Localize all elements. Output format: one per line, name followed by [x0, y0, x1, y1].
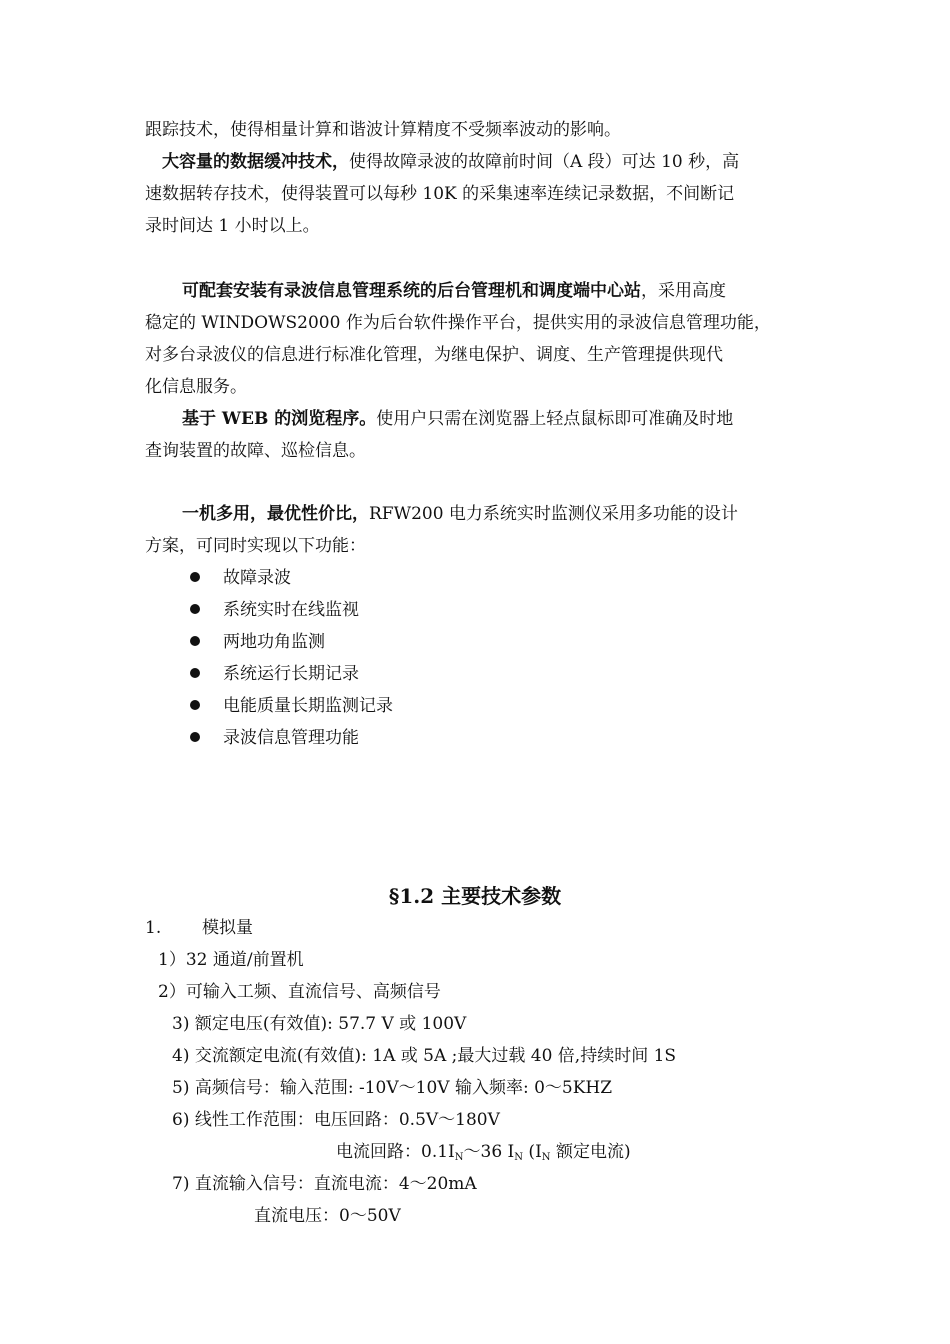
list-item-label: 录波信息管理功能	[223, 728, 359, 748]
list-item	[190, 664, 359, 684]
multi-line1-rest: RFW200 电力系统实时监测仪采用多功能的设计	[369, 504, 738, 524]
current-loop-sub1: N	[454, 1152, 464, 1163]
multi-bold-lead: 一机多用，最优性价比，	[182, 504, 369, 524]
bullet-icon	[190, 604, 200, 614]
list-item-label: 故障录波	[223, 568, 291, 588]
current-loop-part-b: ～36 I	[463, 1142, 515, 1162]
current-loop-part-d: 额定电流)	[550, 1142, 631, 1162]
bullet-icon	[190, 668, 200, 678]
multi-para-line1	[182, 504, 738, 524]
bullet-icon	[190, 572, 200, 582]
list-item	[190, 696, 393, 716]
current-loop-sub2: N	[514, 1152, 524, 1163]
list-item-label: 系统实时在线监视	[223, 600, 359, 620]
multi-para-line2: 方案，可同时实现以下功能：	[145, 536, 366, 556]
spec-hf-signal: 5) 高频信号：输入范围: -10V～10V 输入频率: 0～5KHZ	[172, 1078, 613, 1098]
list-item	[190, 728, 359, 748]
list-item-label: 两地功角监测	[223, 632, 325, 652]
list-item-label: 电能质量长期监测记录	[223, 696, 393, 716]
list-item	[190, 600, 359, 620]
spec-inputs: 2）可输入工频、直流信号、高频信号	[158, 982, 441, 1002]
buffer-para-line1	[162, 152, 739, 172]
item1-number: 1.	[145, 918, 162, 938]
bullet-icon	[190, 700, 200, 710]
current-loop-sub3: N	[541, 1152, 551, 1163]
backend-para-line3: 对多台录波仪的信息进行标准化管理，为继电保护、调度、生产管理提供现代	[145, 345, 723, 365]
buffer-para-line3: 录时间达 1 小时以上。	[145, 216, 320, 236]
bullet-icon	[190, 636, 200, 646]
backend-para-line1	[182, 281, 726, 301]
buffer-para-line2: 速数据转存技术，使得装置可以每秒 10K 的采集速率连续记录数据，不间断记	[145, 184, 735, 204]
spec-linear-range: 6) 线性工作范围：电压回路：0.5V～180V	[172, 1110, 500, 1130]
web-para-line2: 查询装置的故障、巡检信息。	[145, 441, 366, 461]
section-heading: §1.2 主要技术参数	[388, 884, 562, 908]
buffer-bold-lead: 大容量的数据缓冲技术，	[162, 152, 349, 172]
list-item	[190, 568, 291, 588]
backend-bold-lead: 可配套安装有录波信息管理系统的后台管理机和调度端中心站	[182, 281, 641, 301]
current-loop-part-c: (I	[523, 1142, 542, 1162]
spec-channels: 1）32 通道/前置机	[158, 950, 304, 970]
spec-dc-voltage: 直流电压：0～50V	[254, 1206, 401, 1226]
backend-line1-rest: ，采用高度	[641, 281, 726, 301]
item1-label: 模拟量	[202, 918, 253, 938]
list-item-label: 系统运行长期记录	[223, 664, 359, 684]
list-item	[190, 632, 325, 652]
backend-para-line2: 稳定的 WINDOWS2000 作为后台软件操作平台，提供实用的录波信息管理功能，	[145, 313, 771, 333]
web-para-line1	[182, 409, 733, 429]
bullet-icon	[190, 732, 200, 742]
spec-rated-voltage: 3) 额定电压(有效值): 57.7 V 或 100V	[172, 1014, 467, 1034]
spec-dc-input: 7) 直流输入信号：直流电流：4～20mA	[172, 1174, 477, 1194]
backend-para-line4: 化信息服务。	[145, 377, 247, 397]
current-loop-part-a: 电流回路：0.1I	[336, 1142, 455, 1162]
spec-current-loop	[336, 1142, 631, 1168]
buffer-line1-rest: 使得故障录波的故障前时间（A 段）可达 10 秒，高	[349, 152, 740, 172]
spec-rated-current: 4) 交流额定电流(有效值): 1A 或 5A ;最大过载 40 倍,持续时间 1S	[172, 1046, 677, 1066]
web-bold-lead: 基于 WEB 的浏览程序。	[182, 409, 377, 429]
freq-tracking-line: 跟踪技术，使得相量计算和谐波计算精度不受频率波动的影响。	[145, 120, 621, 140]
web-line1-rest: 使用户只需在浏览器上轻点鼠标即可准确及时地	[376, 409, 734, 429]
